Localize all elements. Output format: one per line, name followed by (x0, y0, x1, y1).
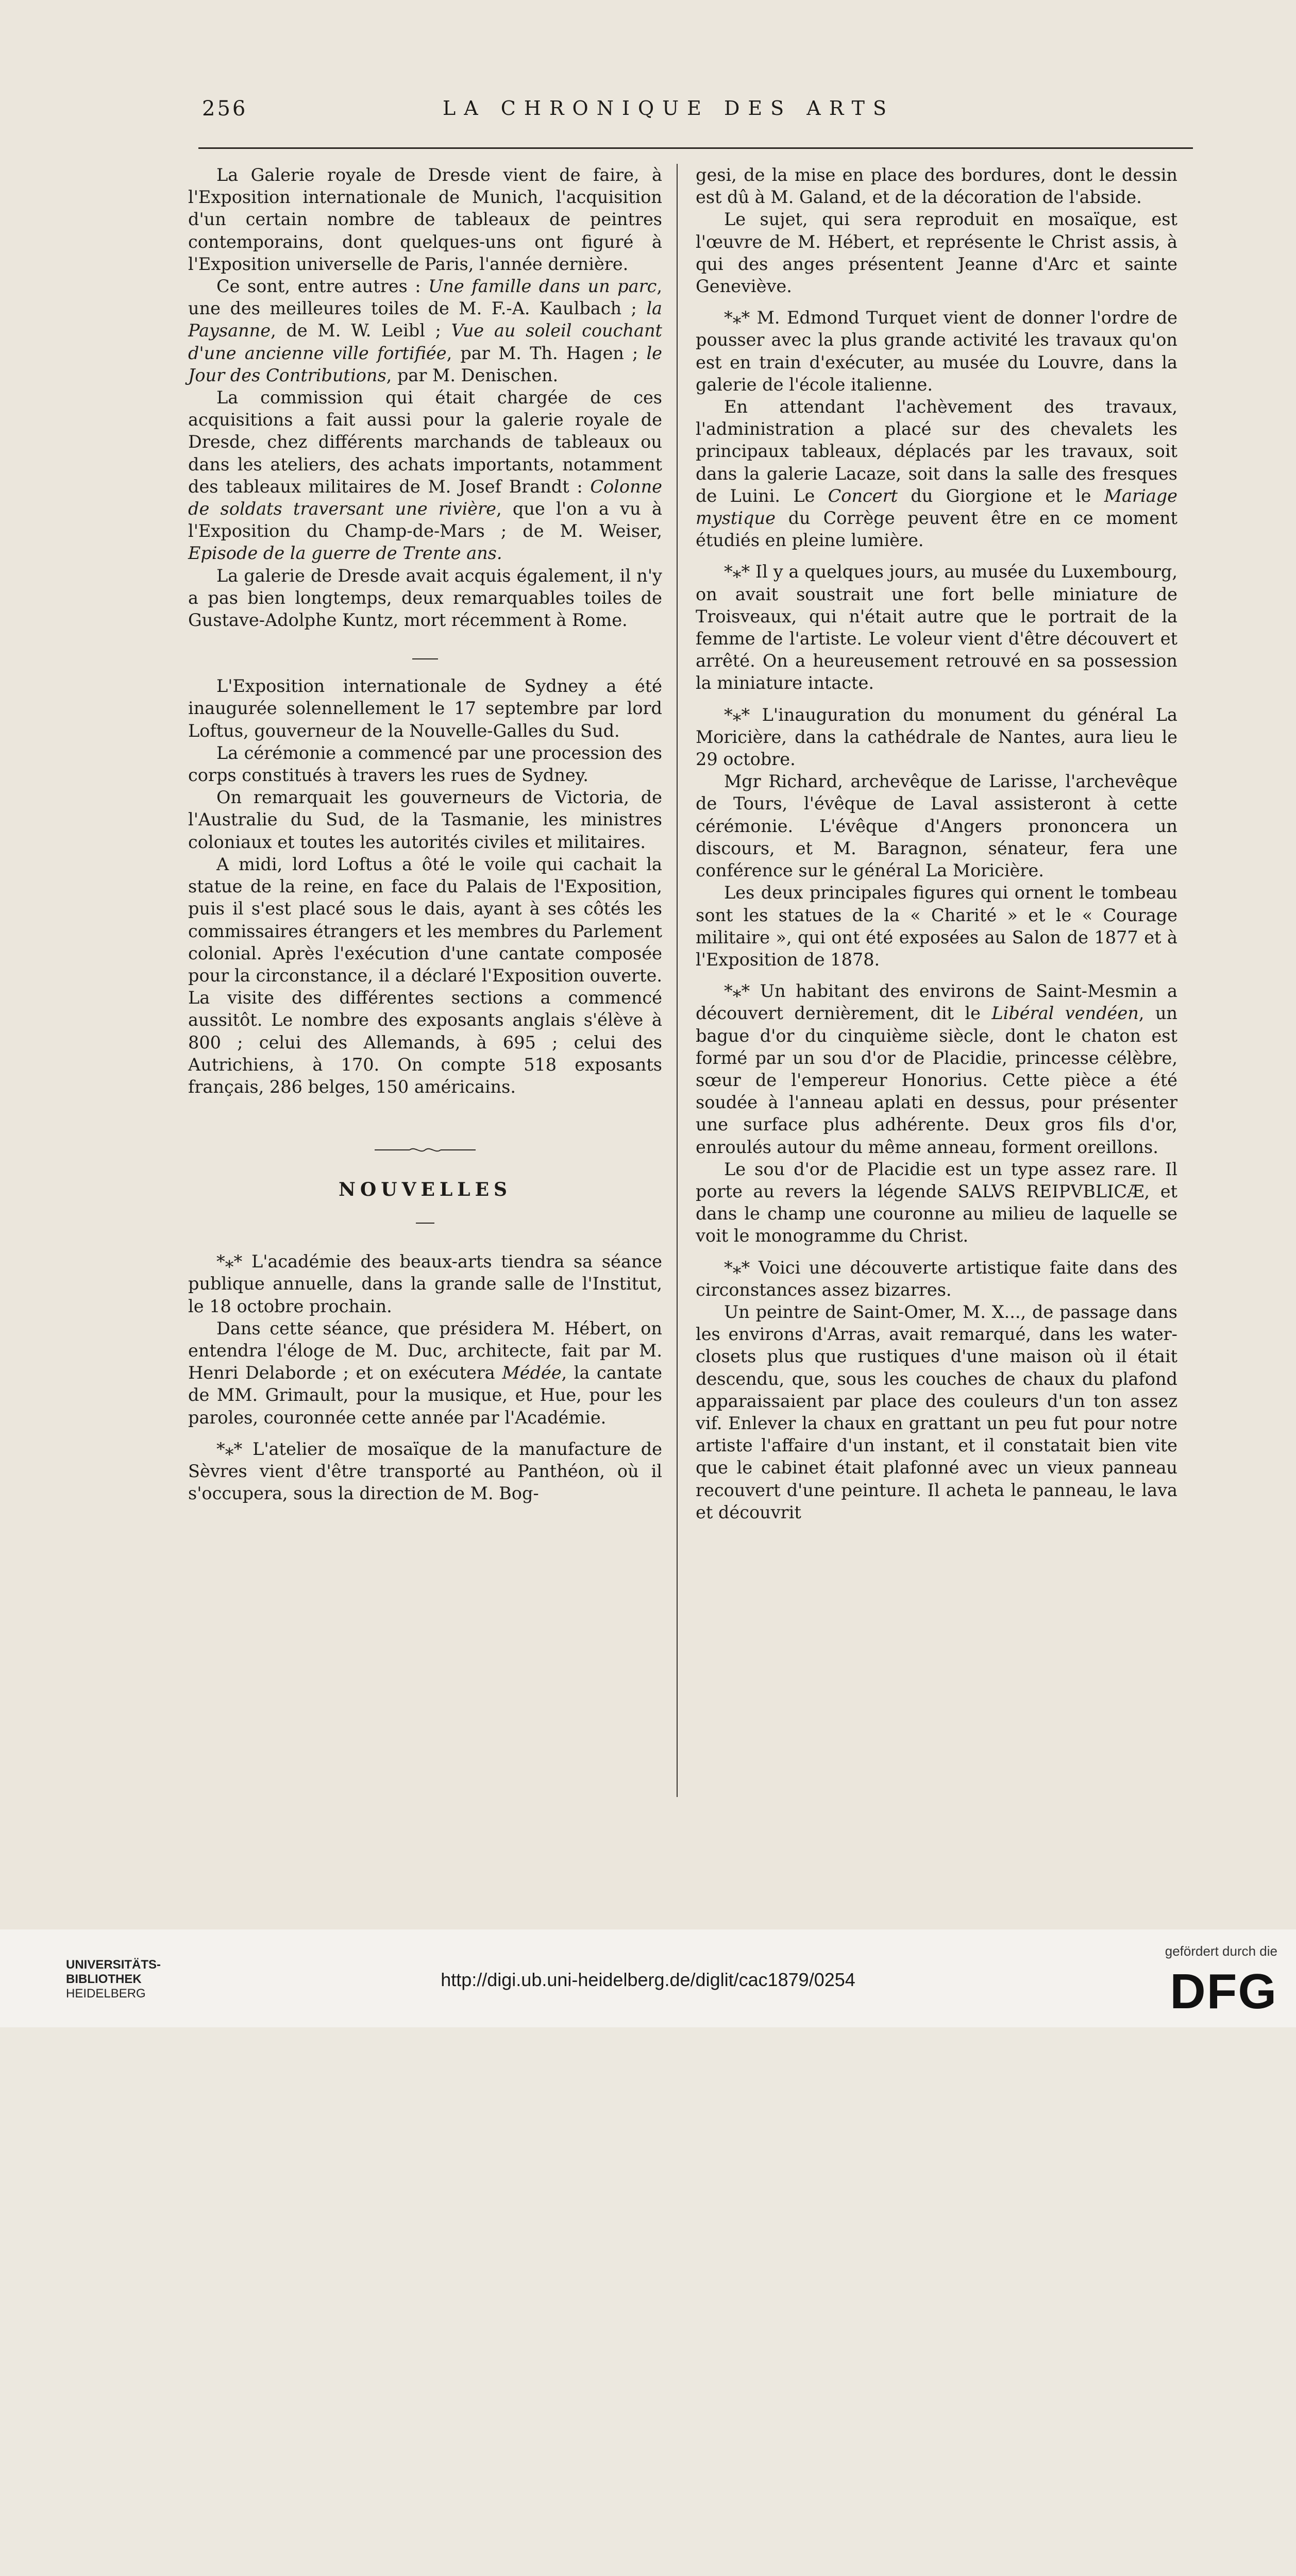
news-decouverte-p2: Un peintre de Saint-Omer, M. X..., de passage dans les environs d'Arras, avait remarqué, dans les water-closets plus que rustiques d'une maison où il était descendu, que, sous les couches de chaux du plafond apparaissaient par place des couleurs d'un ton assez vif. Enlever la chaux en grattant un peu fut pour notre artiste l'affaire d'un instant, et il constatait bien vite que le cabinet était plafonné avec un vieux panneau recouvert d'une peinture. Il acheta le panneau, le lava et découvrit (696, 1301, 1177, 1522)
running-head (0, 97, 1296, 128)
library-name: UNIVERSITÄTS- BIBLIOTHEK HEIDELBERG (66, 1958, 161, 2001)
asterism-icon: *⁎* (724, 308, 750, 328)
section-dash (188, 649, 662, 659)
news-louvre-p1: *⁎* M. Edmond Turquet vient de donner l'ordre de pousser avec la plus grande activité les travaux qu'on est en train d'exécuter, au musée du Louvre, dans la galerie de l'école italienne. (696, 308, 1177, 395)
asterism-icon: *⁎* (724, 704, 750, 725)
news-mosaique-p3: Le sujet, qui sera reproduit en mosaïque, est l'œuvre de M. Hébert, et représente le Christ assis, à qui des anges présentent Jeanne d'Arc et sainte Geneviève. (696, 209, 1177, 297)
dfg-logo: DFG (1170, 1964, 1277, 2019)
section-title-nouvelles: NOUVELLES (338, 1179, 512, 1201)
news-lamoriciere-p3: Les deux principales figures qui ornent le tombeau sont les statues de la « Charité » et le « Courage militaire », qui ont été exposées au Salon de 1877 et à l'Exposition de 1878. (696, 883, 1177, 970)
news-academie-p1: *⁎* L'académie des beaux-arts tiendra sa séance publique annuelle, dans la grande salle de l'Institut, le 18 octobre prochain. (188, 1251, 662, 1316)
asterism-icon: *⁎* (216, 1251, 243, 1272)
funding-note: gefördert durch die (1165, 1943, 1277, 1959)
news-lamoriciere-p1: *⁎* L'inauguration du monument du général La Moricière, dans la cathédrale de Nantes, aura lieu le 29 octobre. (696, 704, 1177, 770)
news-bague-p2: Le sou d'or de Placidie est un type assez rare. Il porte au revers la légende SALVS REIPVBLICÆ, et dans le champ une couronne au milieu de laquelle se voit le monogramme du Christ. (696, 1159, 1177, 1246)
fleuron-ornament (188, 1138, 662, 1148)
news-academie-p2: Dans cette séance, que présidera M. Hébert, on entendra l'éloge de M. Duc, architecte, fait par M. Henri Delaborde ; et on exécutera Médée, la cantate de MM. Grimault, pour la musique, et Hue, pour les paroles, couronnée cette année par l'Académie. (188, 1318, 662, 1428)
section-dash-small (188, 1214, 662, 1224)
news-mosaique-p1: *⁎* L'atelier de mosaïque de la manufacture de Sèvres vient d'être transporté au Panthéon, où il s'occupera, sous la direction de M. Bog- (188, 1438, 662, 1504)
news-bague-p1: *⁎* Un habitant des environs de Saint-Mesmin a découvert dernièrement, dit le Libéral vendéen, un bague d'or du cinquième siècle, dont le chaton est formé par un sou d'or de Placidie, princesse célèbre, sœur de l'empereur Honorius. Cette pièce a été soudée à l'anneau aplati en dessus, pour présenter une surface plus adhérente. Deux gros fils d'or, enroulés autour du même anneau, forment oreillons. (696, 981, 1177, 1157)
news-decouverte-p1: *⁎* Voici une découverte artistique faite dans des circonstances assez bizarres. (696, 1257, 1177, 1300)
page-number: 256 (202, 97, 248, 121)
asterism-icon: *⁎* (724, 562, 750, 582)
fleuron-icon (374, 1145, 477, 1155)
journal-title: LA CHRONIQUE DES ARTS (442, 97, 895, 120)
news-mosaique-p2: gesi, de la mise en place des bordures, dont le dessin est dû à M. Galand, et de la décoration de l'abside. (696, 165, 1177, 208)
column-separator (677, 164, 678, 1797)
article-dresde-p3: La commission qui était chargée de ces acquisitions a fait aussi pour la galerie royale de Dresde, chez différents marchands de tableaux ou dans les ateliers, des achats importants, notamment des tableaux militaires de M. Josef Brandt : Colonne de soldats traversant une rivière, que l'on a vu à l'Exposition du Champ-de-Mars ; de M. Weiser, Episode de la guerre de Trente ans. (188, 387, 662, 564)
asterism-icon: *⁎* (724, 981, 750, 1002)
article-sydney-p3: On remarquait les gouverneurs de Victoria, de l'Australie du Sud, de la Tasmanie, les ministres coloniaux et toutes les autorités civiles et militaires. (188, 787, 662, 852)
permalink-url[interactable]: http://digi.ub.uni-heidelberg.de/diglit/cac1879/0254 (441, 1969, 855, 1990)
left-column (188, 164, 662, 1504)
article-dresde-p2: Ce sont, entre autres : Une famille dans un parc, une des meilleures toiles de M. F.-A. Kaulbach ; la Paysanne, de M. W. Leibl ; Vue au soleil couchant d'une ancienne ville fortifiée, par M. Th. Hagen ; le Jour des Contributions, par M. Denischen. (188, 276, 662, 385)
article-sydney-p2: La cérémonie a commencé par une procession des corps constitués à travers les rues de Sydney. (188, 742, 662, 786)
asterism-icon: *⁎* (724, 1257, 750, 1278)
news-luxembourg-p1: *⁎* Il y a quelques jours, au musée du Luxembourg, on avait soustrait une fort belle miniature de Troisveaux, qui n'était autre que le portrait de la femme de l'artiste. Le voleur vient d'être découvert et arrêté. On a heureusement retrouvé en sa possession la miniature intacte. (696, 562, 1177, 693)
news-lamoriciere-p2: Mgr Richard, archevêque de Larisse, l'archevêque de Tours, l'évêque de Laval assisteront à cette cérémonie. L'évêque d'Angers prononcera un discours, et M. Baragnon, sénateur, fera une conférence sur le général La Moricière. (696, 771, 1177, 881)
asterism-icon: *⁎* (216, 1438, 243, 1459)
article-sydney-p4: A midi, lord Loftus a ôté le voile qui cachait la statue de la reine, en face du Palais de l'Exposition, puis il s'est placé sous le dais, ayant à ses côtés les commissaires étrangers et les membres du Parlement colonial. Après l'exécution d'une cantate composée pour la circonstance, il a déclaré l'Exposition ouverte. La visite des différentes sections a commencé aussitôt. Le nombre des exposants anglais s'élève à 800 ; celui des Allemands, à 695 ; celui des Autrichiens, à 170. On compte 518 exposants français, 286 belges, 150 américains. (188, 854, 662, 1097)
article-sydney-p1: L'Exposition internationale de Sydney a été inaugurée solennellement le 17 septembre par lord Loftus, gouverneur de la Nouvelle-Galles du Sud. (188, 676, 662, 741)
header-rule (198, 147, 1193, 149)
article-dresde-p4: La galerie de Dresde avait acquis également, il n'y a pas bien longtemps, deux remarquables toiles de Gustave-Adolphe Kuntz, mort récemment à Rome. (188, 565, 662, 631)
news-louvre-p2: En attendant l'achèvement des travaux, l'administration a placé sur des chevalets les principaux tableaux, déplacés par les travaux, soit dans la galerie Lacaze, soit dans la salle des fresques de Luini. Le Concert du Giorgione et le Mariage mystique du Corrège peuvent être en ce moment étudiés en pleine lumière. (696, 397, 1177, 551)
article-dresde-p1: La Galerie royale de Dresde vient de faire, à l'Exposition internationale de Munich, l'acquisition d'un certain nombre de tableaux de peintres contemporains, dont quelques-uns ont figuré à l'Exposition universelle de Paris, l'année dernière. (188, 165, 662, 274)
right-column (696, 164, 1177, 1523)
